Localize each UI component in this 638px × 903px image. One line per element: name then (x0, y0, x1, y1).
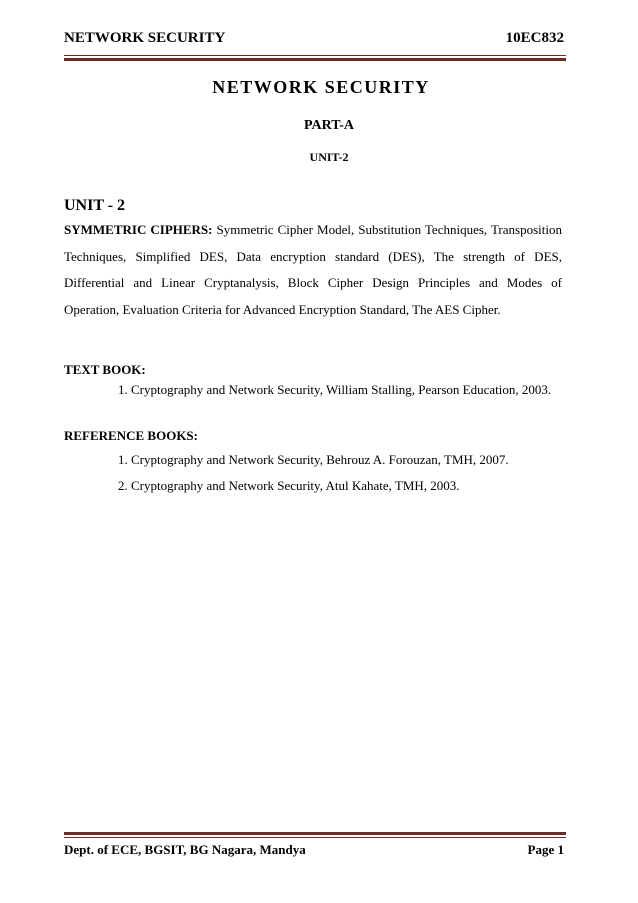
footer-page-number: Page 1 (527, 842, 564, 857)
text-book-heading: TEXT BOOK: (64, 362, 146, 377)
header-rule-thick (64, 58, 566, 61)
part-label: PART-A (303, 118, 355, 133)
page-footer (64, 842, 564, 862)
text-book-item: 1. Cryptography and Network Security, William Stalling, Pearson Education, 2003. (118, 382, 552, 397)
page-header (64, 30, 564, 50)
header-rule-thin (64, 55, 566, 56)
reference-book-item: 1. Cryptography and Network Security, Behrouz A. Forouzan, TMH, 2007. (118, 452, 509, 467)
footer-department: Dept. of ECE, BGSIT, BG Nagara, Mandya (64, 842, 306, 857)
reference-books-heading: REFERENCE BOOKS: (64, 428, 198, 443)
syllabus-lead: SYMMETRIC CIPHERS: (64, 222, 213, 237)
reference-book-item: 2. Cryptography and Network Security, Atul Kahate, TMH, 2003. (118, 478, 460, 493)
document-title: NETWORK SECURITY (212, 77, 430, 97)
syllabus-paragraph (64, 217, 562, 323)
unit-subheading: UNIT-2 (309, 150, 349, 164)
text-book-list (118, 380, 551, 406)
syllabus-body: Symmetric Cipher Model, Substitution Techniques, Transposition Techniques, Simplified DES, Data encryption standard (DES), The strength of DES, Differential and Linear Cryptanalysis, Block Cipher Design Principles and Modes of Operation, Evaluation Criteria for Advanced Encryption Standard, The AES Cipher. (64, 222, 562, 317)
header-course-title: NETWORK SECURITY (64, 30, 226, 46)
header-course-code: 10EC832 (505, 30, 564, 46)
footer-rule-thick (64, 832, 566, 835)
unit-heading: UNIT - 2 (64, 197, 126, 214)
reference-books-list (118, 450, 509, 502)
footer-rule-thin (64, 837, 566, 838)
